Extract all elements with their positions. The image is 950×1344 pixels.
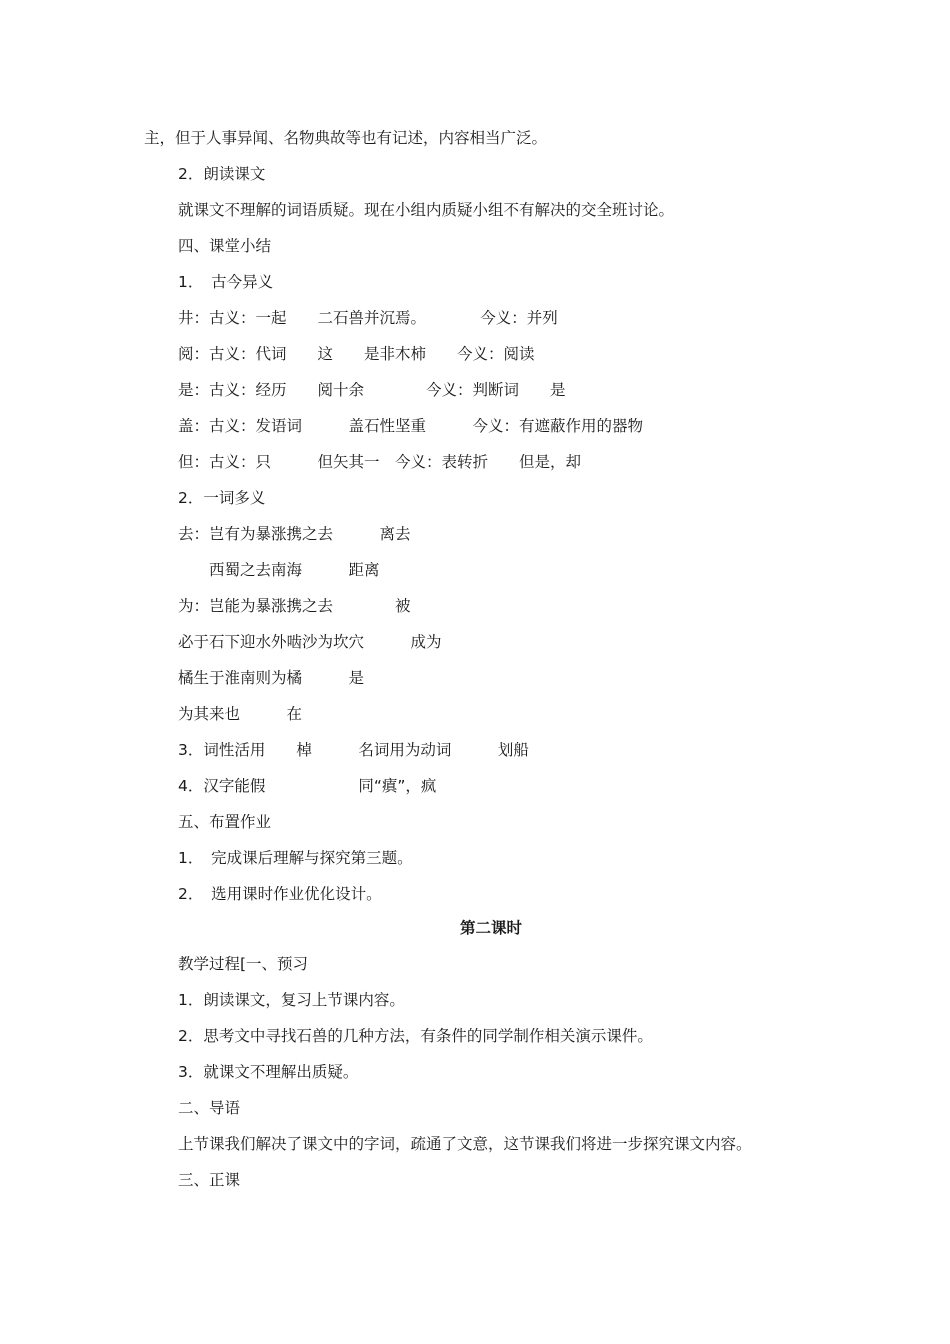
text-line: 西蜀之去南海 距离 xyxy=(178,561,380,579)
text-line: 1．朗读课文，复习上节课内容。 xyxy=(178,991,405,1009)
text-line: 去：岂有为暴涨携之去 离去 xyxy=(178,525,411,543)
text-line: 必于石下迎水外啮沙为坎穴 成为 xyxy=(178,633,442,651)
text-line: 阅：古义：代词 这 是非木柿 今义：阅读 xyxy=(178,345,535,363)
text-line: 是：古义：经历 阅十余 今义：判断词 是 xyxy=(178,381,566,399)
text-line: 教学过程[一、预习 xyxy=(178,955,309,973)
section-heading: 四、课堂小结 xyxy=(178,237,272,255)
text-line: 盖：古义：发语词 盖石性坚重 今义：有遮蔽作用的器物 xyxy=(178,417,644,435)
text-line: 就课文不理解的词语质疑。现在小组内质疑小组不有解决的交全班讨论。 xyxy=(178,201,675,219)
text-line: 为其来也 在 xyxy=(178,705,303,723)
text-line: 2．思考文中寻找石兽的几种方法，有条件的同学制作相关演示课件。 xyxy=(178,1027,653,1045)
text-line: 2．朗读课文 xyxy=(178,165,266,183)
text-line: 1． 古今异义 xyxy=(178,273,274,291)
text-line: 1． 完成课后理解与探究第三题。 xyxy=(178,849,413,867)
section-heading: 五、布置作业 xyxy=(178,813,272,831)
section-title: 第二课时 xyxy=(459,919,522,937)
text-line: 橘生于淮南则为橘 是 xyxy=(178,669,365,687)
section-heading: 三、正课 xyxy=(178,1171,241,1189)
text-line: 井：古义：一起 二石兽并沉焉。 今义：并列 xyxy=(178,309,558,327)
text-line: 3．词性活用 棹 名词用为动词 划船 xyxy=(178,741,529,759)
text-line: 但：古义：只 但矢其一 今义：表转折 但是，却 xyxy=(178,453,582,471)
text-line: 上节课我们解决了课文中的字词，疏通了文意，这节课我们将进一步探究课文内容。 xyxy=(178,1135,752,1153)
text-line: 3．就课文不理解出质疑。 xyxy=(178,1063,359,1081)
text-line: 为：岂能为暴涨携之去 被 xyxy=(178,597,411,615)
text-line: 4．汉字能假 同“瘨”，疯 xyxy=(178,777,437,795)
text-line: 2．一词多义 xyxy=(178,489,266,507)
text-line: 主，但于人事异闻、名物典故等也有记述，内容相当广泛。 xyxy=(144,129,548,147)
text-line: 2． 选用课时作业优化设计。 xyxy=(178,885,382,903)
section-heading: 二、导语 xyxy=(178,1099,241,1117)
